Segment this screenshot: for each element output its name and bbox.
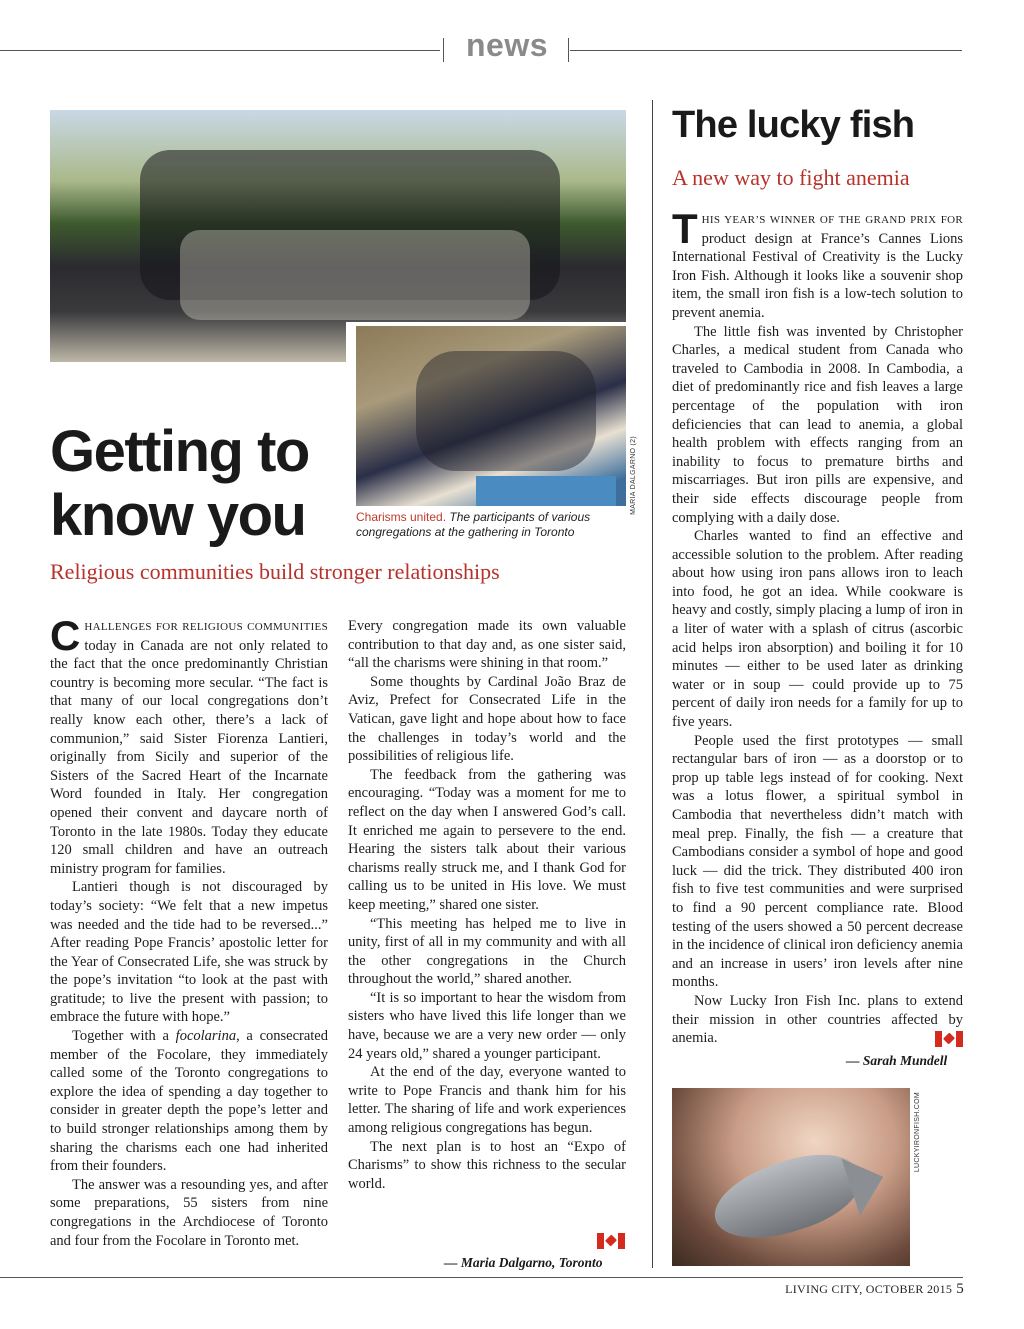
paragraph-text: product design at France’s Cannes Lions International Festival of Creativity is the Lucky Iron Fish. Although it looks like a souvenir shop item, the small iron fish is a low-tech solution to prevent anemia. <box>672 230 963 321</box>
article2-headline: The lucky fish <box>672 104 915 146</box>
article2-paragraph: People used the first prototypes — small rectangular bars of iron — as a doorstop or to prop up table legs instead of for cooking. Next was a lotus flower, a spiritual symbol in Cambodia that nevertheless didn’t match with meal prep. Finally, the fish — a creature that Cambodians consider a symbol of hope and good luck — did the trick. They distributed 400 iron fish to five test communities and were surprised to find a 90 percent compliance rate. Blood testing of the users showed a 50 percent decrease in the incidence of clinical iron deficiency anemia and an increase in users’ iron levels after nine months. <box>672 732 963 991</box>
article2-byline: — Sarah Mundell <box>846 1053 948 1068</box>
article1-paragraph: The feedback from the gathering was encouraging. “Today was a moment for me to reflect on the day when I answered God’s call. It enriched me again to persevere to the end. Hearing the sisters talk about their various charisms really struck me, and I thank God for calling us to be united in His love. We must keep meeting,” shared one sister. <box>348 766 626 913</box>
article1-paragraph: “This meeting has helped me to live in unity, first of all in my community and with all the other congregations in the Church throughout the world,” shared another. <box>348 915 626 988</box>
article2-subhead: A new way to fight anemia <box>672 165 910 190</box>
article1-byline: — Maria Dalgarno, Toronto <box>444 1255 603 1270</box>
article1-paragraph: The answer was a resounding yes, and after some preparations, 55 sisters from nine congregations in the Archdiocese of Toronto and four from the Focolare in Toronto met. <box>50 1176 328 1249</box>
smallcaps-lead: HALLENGES FOR RELIGIOUS COMMUNITIES <box>84 621 328 633</box>
article1-paragraph: Lantieri though is not discouraged by today’s society: “We felt that a new impetus was needed and the tide had to be reversed...” After reading Pope Francis’ apostolic letter for the Year of Consecrated Life, she was struck by the pope’s invitation “to look at the past with gratitude; to live the present with passion; to embrace the future with hope.” <box>50 879 328 1026</box>
dropcap: C <box>50 612 81 659</box>
article2-paragraph <box>672 205 963 323</box>
dropcap: T <box>672 205 698 252</box>
paragraph-text: Together with a <box>72 1028 176 1045</box>
inset-photo <box>356 326 626 506</box>
page-footer <box>785 1281 964 1298</box>
photo-caption <box>356 510 631 540</box>
article1-column-2 <box>348 617 626 1193</box>
caption-text: The participants of various congregations at the gathering in Toronto <box>356 510 591 539</box>
header-tick-right <box>568 38 569 62</box>
article1-paragraph <box>50 612 328 878</box>
paragraph-italic: focolarina <box>175 1028 237 1045</box>
paragraph-text: today in Canada are not only related to the fact that the once predominantly Christian country is becoming more secular. “The fact is that many of our local congregations don’t really know each other, there’s a lack of communion,” said Sister Fiorenza Lantieri, originally from Sicily and superior of the Sisters of the Sacred Heart of the Incarnate Word founded in Italy. Her congregation opened their convent and daycare north of Toronto in the late 1980s. Today they educate 120 small children and have an outreach ministry program for families. <box>50 637 328 877</box>
article1-column-1 <box>50 612 328 1250</box>
publication-name: LIVING CITY, OCTOBER 2015 <box>785 1282 953 1296</box>
article1-subhead: Religious communities build stronger relationships <box>50 559 500 584</box>
section-title: news <box>465 27 549 63</box>
header-rule-right <box>570 50 962 51</box>
paragraph-text: , a consecrated member of the Focolare, they immediately called some of the Toronto congregations to explore the idea of spending a day together to consider in greater depth the pope’s letter and to build stronger relationships among them by sharing the charisms each one had inherited from their founders. <box>50 1028 328 1175</box>
fish-tail-icon <box>842 1148 893 1216</box>
article1-paragraph: The next plan is to host an “Expo of Charisms” to show this richness to the secular world. <box>348 1138 626 1192</box>
photo-credit-fish: LUCKYIRONFISH.COM <box>914 1092 921 1173</box>
article2-paragraph: The little fish was invented by Christopher Charles, a medical student from Canada who traveled to Cambodia in 2008. In Cambodia, a diet of predominantly rice and fish leaves a large percentage of the population with iron deficiencies that can lead to anemia, a global health problem with effects ranging from an inability to focus to premature births and miscarriages. But iron pills are expensive, and their side effects discourage people from complying with a daily dose. <box>672 323 963 526</box>
column-divider <box>652 100 653 1268</box>
page-number: 5 <box>956 1281 964 1297</box>
caption-lead: Charisms united. <box>356 510 447 524</box>
article1-paragraph: “It is so important to hear the wisdom from sisters who have lived this life longer than we have, because we are a very new order — only 24 years old,” shared a younger participant. <box>348 989 626 1062</box>
photo-credit-inset: MARIA DALGARNO (2) <box>630 436 637 515</box>
iron-fish-photo <box>672 1088 910 1266</box>
article1-paragraph <box>50 1027 328 1176</box>
article1-paragraph: Every congregation made its own valuable contribution to that day and, as one sister said, “all the charisms were shining in that room.” <box>348 618 626 672</box>
article2-paragraph: Now Lucky Iron Fish Inc. plans to extend their mission in other countries affected by anemia. <box>672 992 963 1047</box>
footer-rule <box>0 1277 963 1278</box>
header-tick-left <box>443 38 444 62</box>
header-rule-left <box>0 50 440 51</box>
canada-flag-icon <box>597 1233 625 1249</box>
article1-headline: Getting to know you <box>50 419 309 548</box>
article2-paragraph: Charles wanted to find an effective and accessible solution to the problem. After reading about how using iron pans allows iron to leach into food, he got an idea. While cookware is heavy and costly, simply placing a lump of iron in a liter of water with a splash of citrus (ascorbic acid helps iron absorption) and boiling it for 10 minutes — either to be used later as drinking water or in soup — could provide up to 75 percent of daily iron needs for a family for up to five years. <box>672 528 963 731</box>
article1-paragraph: At the end of the day, everyone wanted to write to Pope Francis and thank him for his letter. The sharing of life and work experiences among religious congregations has begun. <box>348 1064 626 1137</box>
article2-column <box>672 205 963 1048</box>
smallcaps-lead: HIS YEAR’S WINNER OF THE GRAND PRIX FOR <box>701 214 963 226</box>
article1-paragraph: Some thoughts by Cardinal João Braz de Aviz, Prefect for Consecrated Life in the Vatican, gave light and hope about how to face the challenges in today’s world and the possibilities of religious life. <box>348 673 626 765</box>
canada-flag-icon <box>935 1031 963 1047</box>
